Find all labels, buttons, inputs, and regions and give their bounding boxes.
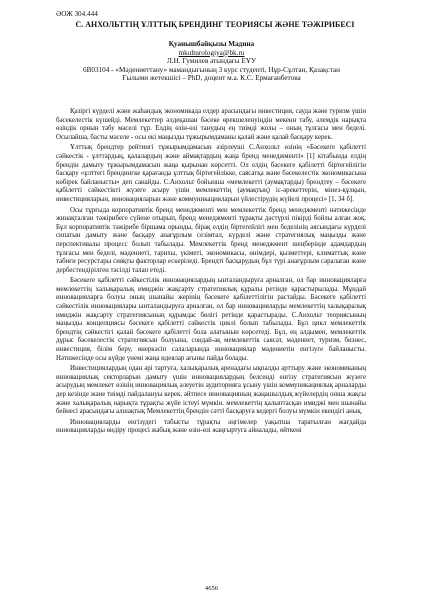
author-supervisor: Ғылыми жетекшісі – PhD, доцент м.а. К.С. Ермағанбетова: [122, 74, 301, 83]
body-paragraph: Ұлттық брендтер рейтингі тұжырымдамасын әзірлеуші С.Анхольт өзінің «Бәсекеге қабілетті сәйкестік - ұлттардың, қалалардың және аймақтардың жаңа бренд менеджменті» [1] кітабында елдің брендін дамыту тұжырымдамасын жаңа қырынан көрсетті. Ол елдің бәсекеге қабілетті біртегейлігін басқару «ұлттегі брендингке қарағанда ұлттық біртегейлікке, саясатқа және бәсекелестік экономикасына көбірек байланысты» деп санайды. С.Анхольт бойынша «мемлекетті (аумақтарды) брендтеу – бәсекеге қабілетті сәйкестікті жүзеге асыру үшін мемлекеттің (аумақтың) іс-әрекеттерін, мінез-құлқын, инвестицияларын, инновацияларын және коммуникацияларын үйлестірудің жүйелі процесі» [1, 34 б].: [56, 144, 366, 203]
author-program: 6В03104 - «Мәдениеттану» мамандығының 3 курс студенті, Нұр-Сұлтан, Қазақстан: [83, 65, 340, 74]
author-block: [40, 40, 383, 83]
paper-title: С. АНХОЛЬТТІҢ ҰЛТТЫҚ БРЕНДИНГ ТЕОРИЯСЫ ЖӘНЕ ТӘЖІРИБЕСІ: [75, 20, 355, 29]
author-affiliation: Л.Н. Гумилев атындағы ЕҰУ: [166, 57, 257, 66]
paper-body: [56, 108, 366, 438]
author-name: Қуанышбайқызы Мадина: [168, 40, 255, 48]
page-number: 4656: [204, 585, 219, 592]
udc-code: ӘОЖ 304.444: [56, 10, 98, 18]
body-paragraph: Осы тұрғыда корпоративтік бренд менеджменті мен мемлекеттік бренд менеджменті нәтижесінде жинақталған тәжірибеге сүйене отырып, бренд менеджменті тұрақты дәстүрлі пікірді бойлы алған жоқ. Бұл корпоративтік тәжірибе біршама орынды, бірақ елдің біртегейлігі мен беделінің аясындағы күрделі сипатын дамыту және басқару анағұрлым сезімтал, күрделі және стратегиялық маңызды және перспективалы процесс болып табылады. Мемлекеттік бренд менеджмент шеңберінде адамдардың тұлғасы мен беделі, мәдениеті, тарихы, үкіметі, экономикасы, өнімдері, қызметтері, климаттық және табиғи ресурстары сияқты факторлар ескеріледі. Брендті басқарудың бұл түрі анағұрлым саралаған және дербестендірілген тәсілді талап етеді.: [56, 206, 366, 274]
author-email-link[interactable]: mkulturologiya@bk.ru: [178, 48, 245, 57]
body-paragraph: Бәсекеге қабілетті сәйкестілік инновациялардың ынталандыруға арналған, ол бар инновацияларға мемлекеттің халықаралық имиджін жақсарту стратегиялық құралы ретінде қарастырылады. Мұндай инновацияларға болуы оның шынайы жерінің бәсекеге қабілеттілігін растайды. Бәсекеге қабілетті сәйкестілік инновациялары ынталандыруға арналған, ол бар инновацияларды мемлекеттің халықаралық имиджін жақсарту стратегиясының құрамдас бөлігі ретінде қарастырады. С.Анхольт теориясының маңызды концепциясы бәсекеге қабілетті сәйкестік циклі болып табылады. Бұл цикл мемлекеттік брендтің сәйкестігі қалай бәсекеге қабілетті бола алатынын көрсетеді. Бұл, ең алдымен, мемлекеттік дұрыс бәсекелестік стратегиясын болуына, сондай-ақ мемлекеттік саясат, мәдениет, туризм, бизнес, инвестиция, білім беру, өнеркәсіп салаларында инновациялар мәдениетін енгізуге байланысты. Нәтижесінде осы күйде үнемі жаңа идеялар ағыны пайда болады.: [56, 277, 366, 362]
body-paragraph: Инновацияларды енгізудегі табысты тұрақты әңгімелер уақытша таратылған жағдайда инновацияларды өндіру процесі жабық және өзін-өзі жаңғыртуға айналады, өйткені: [56, 418, 366, 435]
body-paragraph: Қазіргі күрделі және жаһандық экономикада елдер арасындағы инвестиция, сауда және туризм үшін бәсекелестік күшейді. Мемлекеттер әлдеқашан бәсеке өрекшеленуіңдін мекенн табу, әлемдік нарықта өзіндік орнын табу мәселі тұр. Елдің өзін-өзі танудың ең тиімді жолы – оның тұлғасы мен беделі. Осылайша, басты мәселе - осы екі маңызды тұжырымдаманы қалай және қалай басқару керек.: [56, 108, 366, 141]
body-paragraph: Инвестициялардың одан әрі тартуға, халықаралық аренадағы ықпалды арттыру және экономиканың инновациялық секторларын дамыту үшін инновациялардың белсенді енгізу стратегиясын жүзеге асырудың мемлекет өзінің инновациялық әлеуетін аудиторияға ұсыну үшін коммуникациялық арналарды дер кезінде және тиімді пайдалануы керек, әйтпесе инновацияның жаңашылдық жүйелердің онша жақсы және халықаралық нарықта тұрақты жүйе істеуі мүмкін. мемлекеттің қалыптасқан имиджі мен шынайы бейнесі арасындағы алшақтық Мемлекеттің брендін сәтті басқаруға кедергі болуы мүмкін екендігі анық.: [56, 365, 366, 416]
